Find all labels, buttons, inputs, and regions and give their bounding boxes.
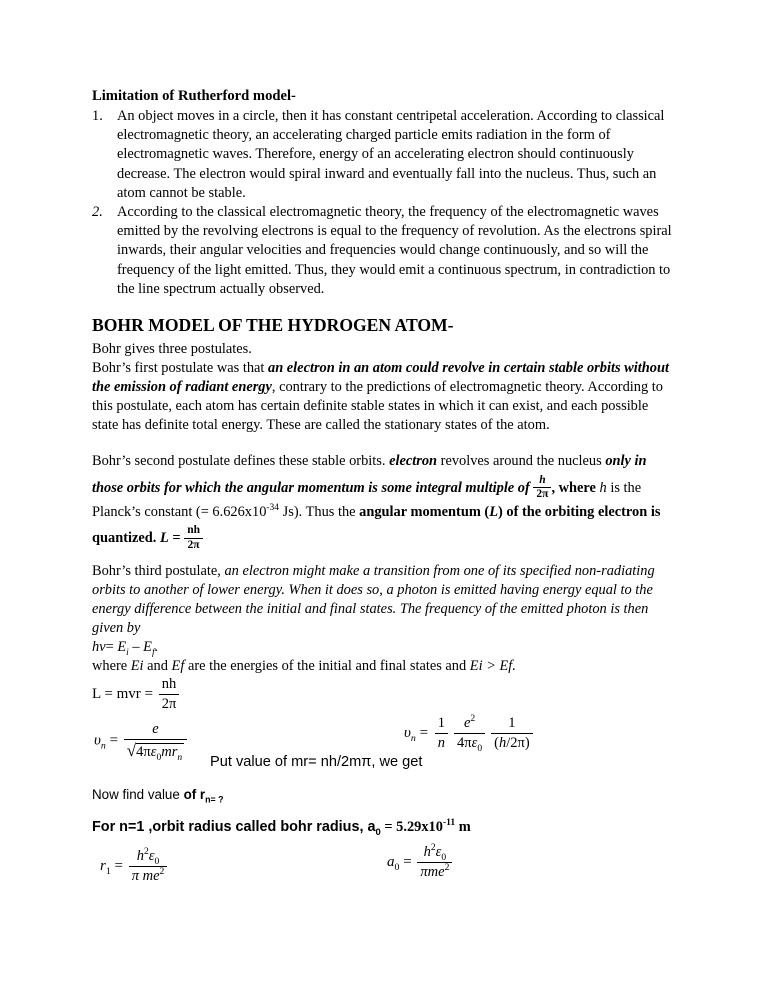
text-run: ( (494, 734, 499, 751)
text-run: /2π) (506, 734, 530, 751)
fraction-h2e0-over-pime2 (417, 843, 452, 882)
list-item-number: 2. (92, 204, 103, 221)
text-run: = 5.29x10 (380, 819, 443, 835)
text-run: Ef (499, 658, 513, 674)
fraction-numerator (454, 714, 485, 733)
list-item-number: 1. (92, 108, 103, 124)
note-find-radius (92, 787, 676, 805)
text-run: of r (183, 787, 206, 802)
superscript: 2 (444, 862, 450, 874)
text-run: L = mvr = (92, 685, 157, 702)
text-run: Ef (171, 658, 185, 674)
formula-angular-momentum (92, 675, 676, 714)
superscript: 2 (159, 866, 165, 878)
list-item-text: According to the classical electromagnetic theory, the frequency of the electromagnetic waves emitted by the revolving electrons is equal to the frequency of revolution. As the electrons spiral inwards, their angular velocities and frequencies would change continuously, and so will the frequency of the light emitted. Thus, they would emit a continuous spectrum, in contradiction to the line spectrum actually observed. (117, 204, 672, 297)
list-item (92, 203, 676, 299)
text-run: 4π (457, 734, 472, 751)
text-run: = (415, 724, 432, 741)
radicand (136, 743, 184, 763)
text-run: revolves around the nucleus (437, 453, 606, 469)
fraction-denominator: 2π (533, 487, 551, 501)
text-run: Ei (469, 658, 483, 674)
fraction-denominator (454, 733, 485, 753)
superscript: -11 (442, 818, 456, 829)
text-run: h (423, 844, 431, 860)
fraction-numerator: e (152, 721, 159, 737)
text-run: . (512, 658, 516, 674)
text-run: . (154, 639, 159, 655)
fraction-numerator: 1 (508, 715, 516, 731)
radius-formula-row (92, 843, 676, 899)
fraction-nh-over-2pi (159, 675, 180, 714)
text-run: electron (389, 453, 438, 469)
paragraph-first-postulate (92, 359, 676, 435)
text-run: Ei (130, 658, 144, 674)
text-run: hν (92, 639, 106, 655)
text-run: ε (148, 848, 155, 864)
text-run: = (168, 530, 185, 547)
text-run: Now find value (92, 787, 184, 802)
text-run: L (159, 530, 169, 547)
paragraph-second-postulate (92, 450, 676, 552)
fraction-nh-over-2pi (184, 524, 203, 551)
velocity-formula-row (92, 712, 676, 778)
text-run: υ (404, 724, 411, 741)
text-run: πme (420, 863, 445, 880)
fraction-denominator: 2π (184, 538, 203, 552)
fraction-numerator (129, 847, 168, 866)
subscript: 0 (156, 751, 162, 763)
text-run: h (136, 848, 145, 864)
subscript: n= ? (205, 794, 224, 805)
fraction-denominator: 2π (159, 694, 180, 714)
list-item-text: An object moves in a circle, then it has constant centripetal acceleration. According to classical electromagnetic theory, an accelerating charged particle emits radiation in the form of electromagnetic waves. Therefore, energy of an accelerating electron should continuously decrease. The electron would spiral inward and eventually fall into the nucleus. Thus, such an atom cannot be stable. (117, 108, 665, 201)
text-run: , contrary to the predictions of electromagnetic theory. According to this postulate, each atom has certain definite stable states in which it can exist, and each possible state has definite total energy. These are called the stationary states of the atom. (92, 379, 663, 433)
superscript: 2 (430, 842, 436, 854)
text-run: = (399, 853, 416, 870)
text-run: angular momentum ( (359, 503, 490, 520)
text-run: only in those orbits for which the angular momentum is some integral multiple of (92, 453, 647, 496)
superscript: -34 (266, 503, 280, 514)
subscript: i (126, 647, 129, 658)
formula-a0 (387, 843, 454, 882)
superscript: 2 (144, 846, 149, 858)
text-run: Bohr’s second postulate defines these stable orbits. (92, 453, 390, 469)
text-run: > (482, 658, 500, 674)
text-run: L (489, 503, 499, 520)
formula-vn-expanded (404, 714, 536, 753)
text-run: is the Planck’s constant (= 6.626x10 (92, 479, 642, 520)
heading-bohr-model: BOHR MODEL OF THE HYDROGEN ATOM- (92, 315, 454, 335)
paragraph-third-postulate (92, 562, 676, 676)
text-run: ε (435, 844, 442, 860)
fraction-denominator: n (435, 733, 448, 753)
rutherford-numbered-list (92, 107, 676, 299)
text-run: are the energies of the initial and final states and (184, 658, 470, 674)
text-run: where (92, 658, 131, 674)
text-run: 4π (136, 743, 151, 760)
fraction-numerator (417, 843, 452, 862)
heading-rutherford-limitation: Limitation of Rutherford model- (92, 88, 296, 104)
text-run: an electron might make a transition from one of its specified non-radiating orbits to another of lower energy. When it does so, a photon is emitted having energy equal to the energy difference between the initial and final states. The frequency of the emitted photon is then given by (92, 563, 655, 636)
fraction-denominator (129, 866, 168, 886)
bohr-radius-statement (92, 819, 676, 836)
subscript: 0 (441, 851, 447, 863)
fraction-numerator: nh (161, 676, 177, 692)
subscript: 0 (154, 855, 160, 867)
text-run: ) of the orbiting electron is quantized. (92, 503, 661, 547)
text-run: an electron in an atom could revolve in certain stable orbits without the emission of radiant energy (92, 360, 669, 395)
text-run: E (117, 639, 127, 655)
text-run: = (110, 857, 127, 874)
fraction-numerator: nh (187, 524, 200, 537)
note-put-value: Put value of mr= nh/2mπ, we get (210, 754, 423, 770)
text-run: ε (150, 743, 157, 760)
list-item (92, 107, 676, 203)
fraction-h2e0-over-pime2 (129, 847, 168, 886)
text-run: a (387, 853, 395, 870)
paragraph-intro: Bohr gives three postulates. (92, 341, 252, 357)
text-run: υ (94, 732, 101, 749)
fraction-denominator (124, 739, 187, 762)
fraction-e-over-sqrt (124, 720, 187, 762)
text-run: For n=1 ,orbit radius called bohr radius, a (92, 819, 376, 835)
text-run: – (128, 639, 144, 655)
text-run: Bohr’s first postulate was that (92, 360, 268, 376)
text-run: e (463, 715, 471, 731)
text-run: Bohr’s third postulate, (92, 563, 225, 579)
text-run: Js). Thus the (279, 503, 360, 520)
subscript: 1 (105, 865, 111, 877)
fraction-denominator (491, 733, 533, 753)
text-run: E (143, 639, 152, 655)
fraction-numerator: h (539, 473, 546, 486)
text-run: = (105, 732, 122, 749)
text-run: ε (471, 734, 478, 751)
fraction-h-over-2pi (533, 474, 551, 501)
fraction-e2-over-4pie0 (454, 714, 485, 753)
text-run: and (143, 658, 172, 674)
subscript: 0 (375, 826, 381, 838)
subscript: n (100, 740, 106, 752)
fraction-numerator: 1 (437, 715, 446, 731)
text-run: h (599, 479, 607, 496)
formula-vn-sqrt (94, 720, 189, 762)
text-run: π me (131, 867, 160, 884)
superscript: 2 (470, 713, 476, 725)
text-run: = (105, 639, 118, 655)
text-run: m (455, 819, 471, 835)
subscript: n (177, 751, 183, 763)
text-run: r (100, 857, 106, 874)
subscript: n (410, 732, 416, 744)
fraction-denominator (417, 862, 452, 882)
subscript: 0 (477, 742, 483, 754)
text-run: mr (161, 743, 178, 760)
sqrt-symbol: √ (126, 740, 137, 760)
subscript: 0 (394, 861, 400, 873)
subscript: f (151, 647, 155, 658)
fraction-1-over-n (435, 714, 448, 753)
text-run: , where (551, 479, 600, 496)
text-run: h (498, 734, 507, 751)
formula-r1 (100, 847, 169, 886)
fraction-1-over-h2pi (491, 714, 533, 753)
